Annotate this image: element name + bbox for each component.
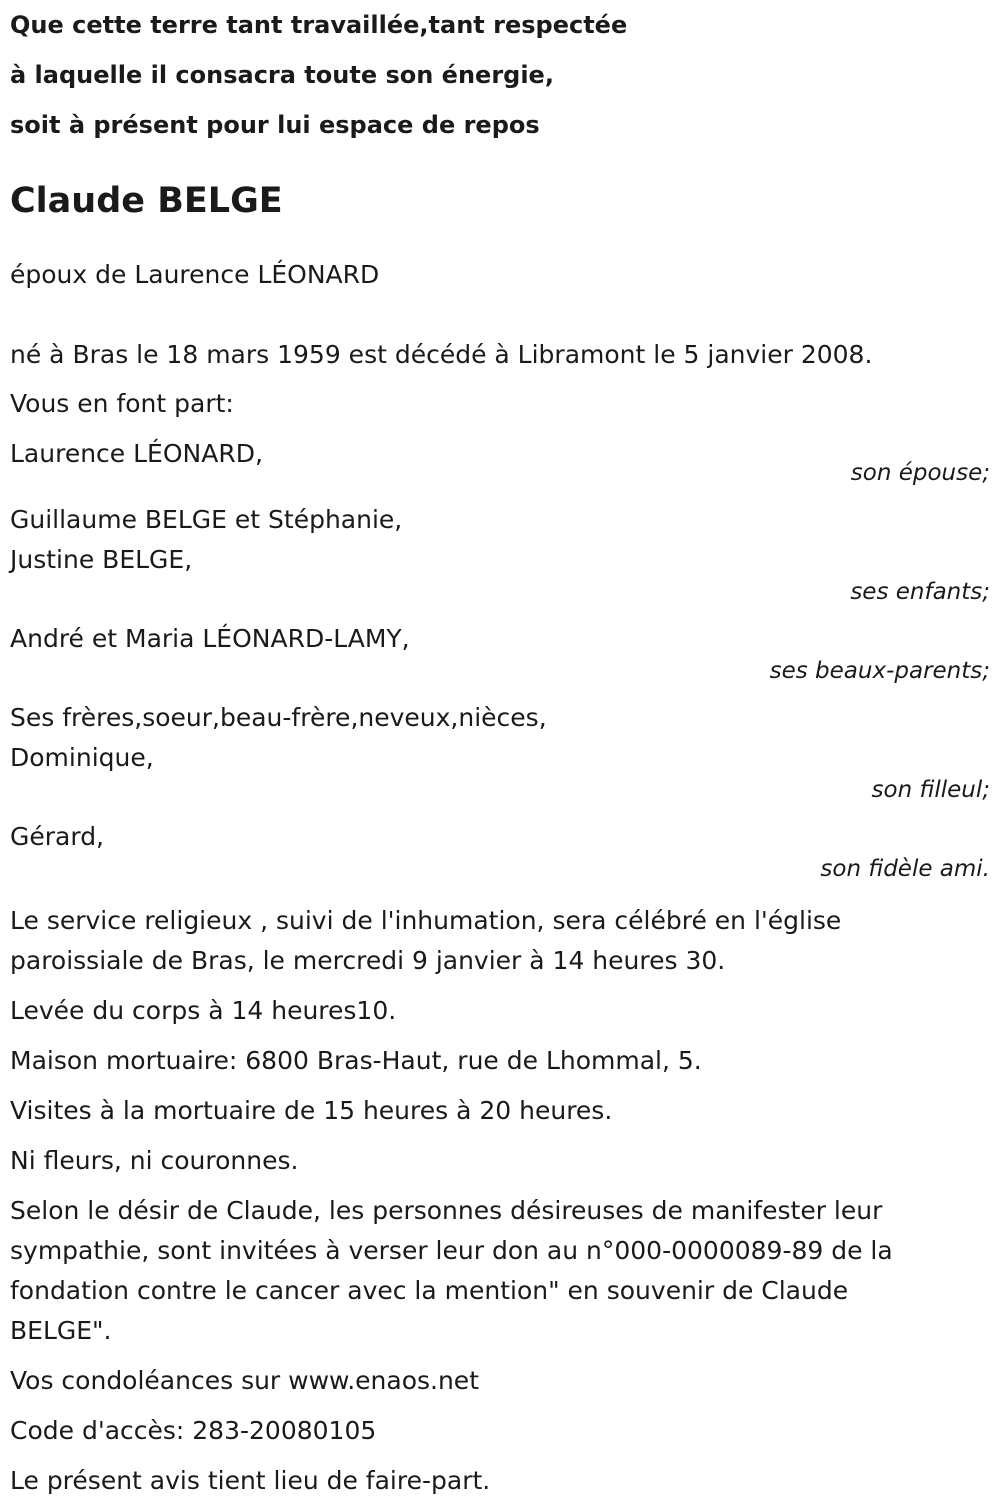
visits-hours: Visites à la mortuaire de 15 heures à 20 heures. bbox=[10, 1096, 613, 1125]
flowers-note: Ni fleurs, ni couronnes. bbox=[10, 1146, 299, 1175]
family-godson-role: son filleul; bbox=[871, 777, 990, 803]
service-info bbox=[10, 901, 990, 1181]
family-godson: Dominique, bbox=[10, 743, 154, 772]
verse-line-1: Que cette terre tant travaillée,tant respectée bbox=[10, 11, 628, 39]
service-line-1: Le service religieux , suivi de l'inhumation, sera célébré en l'église bbox=[10, 906, 842, 935]
donation-info bbox=[10, 1191, 990, 1351]
family-friend: Gérard, bbox=[10, 822, 105, 851]
epitaph-verse bbox=[10, 0, 990, 150]
verse-line-2: à laquelle il consacra toute son énergie, bbox=[10, 61, 554, 89]
family-child-1: Guillaume BELGE et Stéphanie, bbox=[10, 505, 403, 534]
closing-note: Le présent avis tient lieu de faire-part. bbox=[10, 1466, 491, 1495]
family-siblings: Ses frères,soeur,beau-frère,neveux,nièces, bbox=[10, 703, 547, 732]
mortuary-address: Maison mortuaire: 6800 Bras-Haut, rue de Lhommal, 5. bbox=[10, 1046, 702, 1075]
deceased-name: Claude BELGE bbox=[10, 181, 283, 221]
service-line-2: paroissiale de Bras, le mercredi 9 janvier à 14 heures 30. bbox=[10, 946, 726, 975]
verse-line-3: soit à présent pour lui espace de repos bbox=[10, 111, 540, 139]
family-list bbox=[10, 434, 990, 881]
announce-intro: Vous en font part: bbox=[10, 389, 234, 418]
donation-line-1: Selon le désir de Claude, les personnes désireuses de manifester leur bbox=[10, 1196, 883, 1225]
levee-du-corps: Levée du corps à 14 heures10. bbox=[10, 996, 397, 1025]
birth-death-line: né à Bras le 18 mars 1959 est décédé à Libramont le 5 janvier 2008. bbox=[10, 340, 873, 369]
family-spouse-role: son épouse; bbox=[850, 460, 990, 486]
obituary-notice bbox=[10, 0, 990, 1501]
access-code: Code d'accès: 283-20080105 bbox=[10, 1416, 377, 1445]
donation-line-2: sympathie, sont invitées à verser leur don au n°000-0000089-89 de la bbox=[10, 1236, 893, 1265]
family-child-2: Justine BELGE, bbox=[10, 545, 193, 574]
family-children-role: ses enfants; bbox=[850, 579, 990, 605]
donation-line-3: fondation contre le cancer avec la mention" en souvenir de Claude bbox=[10, 1276, 849, 1305]
condolences-link: Vos condoléances sur www.enaos.net bbox=[10, 1366, 479, 1395]
family-parents-in-law: André et Maria LÉONARD-LAMY, bbox=[10, 624, 410, 653]
family-friend-role: son fidèle ami. bbox=[820, 856, 990, 882]
family-spouse: Laurence LÉONARD, bbox=[10, 439, 263, 468]
donation-line-4: BELGE". bbox=[10, 1316, 112, 1345]
spouse-line: époux de Laurence LÉONARD bbox=[10, 260, 380, 289]
family-parents-in-law-role: ses beaux-parents; bbox=[769, 658, 990, 684]
